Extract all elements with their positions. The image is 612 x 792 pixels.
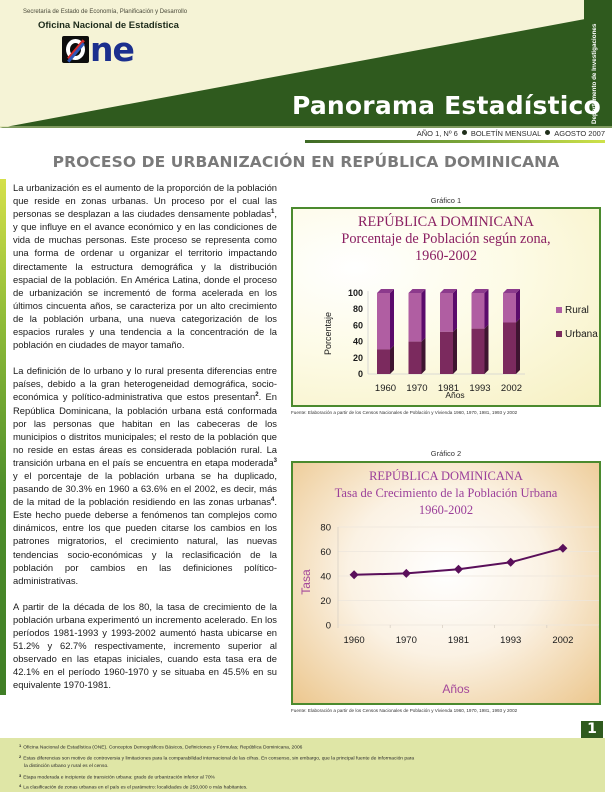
footnote-3: $^3$ Etapa moderada e incipiente de transición urbana: grado de urbanización inferior al 70% xyxy=(19,772,215,781)
svg-text:Rural: Rural xyxy=(565,305,589,316)
issue-date: AGOSTO 2007 xyxy=(554,129,605,138)
footnote-ref: 3 xyxy=(273,457,277,464)
svg-text:Años: Años xyxy=(445,390,465,400)
svg-text:40: 40 xyxy=(352,336,363,347)
logo-o-icon xyxy=(62,36,89,63)
svg-text:1960: 1960 xyxy=(374,383,397,394)
svg-text:40: 40 xyxy=(320,571,331,583)
left-accent-bar xyxy=(0,179,6,695)
svg-text:1960: 1960 xyxy=(343,635,365,646)
svg-text:1993: 1993 xyxy=(469,383,491,394)
svg-text:1981: 1981 xyxy=(447,635,470,646)
svg-text:Tasa: Tasa xyxy=(299,569,313,595)
svg-text:2002: 2002 xyxy=(500,383,523,394)
svg-text:20: 20 xyxy=(352,352,363,363)
svg-text:1993: 1993 xyxy=(500,635,522,646)
bullet-icon xyxy=(462,130,467,135)
svg-text:0: 0 xyxy=(357,369,363,379)
footnote-ref: 1 xyxy=(271,209,275,216)
svg-text:1970: 1970 xyxy=(406,383,428,394)
chart1-bar-chart xyxy=(291,207,601,407)
svg-text:Años: Años xyxy=(442,682,470,696)
issue-info xyxy=(300,129,605,138)
chart2-line-chart xyxy=(291,461,601,705)
logo-text: ne xyxy=(90,30,134,69)
svg-text:60: 60 xyxy=(352,320,363,331)
chart1-plot xyxy=(293,209,599,405)
article-title: PROCESO DE URBANIZACIÓN EN REPÚBLICA DOMINICANA xyxy=(52,153,560,171)
svg-text:20: 20 xyxy=(320,596,331,607)
issue-year-number: AÑO 1, Nº 6 xyxy=(416,129,458,138)
paragraph-2: La definición de lo urbano y lo rural presenta diferencias entre países, debido a la gran heterogeneidad demográfica, socio-económica y político-administrativa que estos presentan$^2$. En República Dominicana, la población urbana está conformada por las personas que habitan en las cabeceras de los municipios o distritos municipales; el resto de la población que no reside en estas áreas es considerada población rural. La transición urbana en el país se encuentra en etapa moderada$^3$ y el porcentaje de la población urbana se ha duplicado, pasando de 30.3% en 1960 a 63.6% en el 2002, es decir, más de la mitad de la población residiendo en las zonas urbanas$^4$. Este hecho puede deberse a fenómenos tan complejos como dinámicos, entre los que pueden citarse los cambios en los patrones migratorios, el crecimiento natural, las nuevas tendencias socio-económicas y la reclasificación de la población por cambios en las definiciones político-administrativas. xyxy=(13,365,277,586)
chart2-plot xyxy=(293,463,599,703)
chart1-caption: Gráfico 1 xyxy=(430,196,462,205)
chart2-source: Fuente: Elaboración a partir de los Censos Nacionales de Población y Vivienda 1960, 1970, 1981, 1993 y 2002 xyxy=(291,708,518,713)
footnotes xyxy=(0,738,605,792)
footnote-2-continuation: la distinción urbano y rural es el censo. xyxy=(24,764,109,770)
ministry-name: Secretaría de Estado de Economía, Planificación y Desarrollo xyxy=(23,9,188,15)
footnote-ref: 4 xyxy=(271,497,275,504)
one-logo xyxy=(62,30,134,69)
article-body xyxy=(13,181,277,704)
chart2-title: REPÚBLICA DOMINICANA Tasa de Crecimiento de la Población Urbana 1960-2002 xyxy=(334,469,558,517)
paragraph-1: La urbanización es el aumento de la proporción de la población que reside en zonas urbanas. Un proceso por el cual las personas se desplazan a las ciudades densamente pobladas$^1$, y que influye en el avance económico y en las condiciones de vida de muchas personas. Este proceso se representa como una forma de ordenar u organizar el territorio impactando directamente la estructura demográfica y la distribución espacial de la población. En América Latina, donde el proceso de urbanización se incrementó de forma acelerada en los últimos cincuenta años, se caracteriza por un alto crecimiento de la población urbana, una nueva categorización de los espacios rurales y una tendencia a la concentración de la población en ciudades de mayor tamaño. xyxy=(13,182,277,351)
svg-text:100: 100 xyxy=(347,288,363,298)
footnote-1: $^1$ Oficina Nacional de Estadística (ONE). Conceptos Demográficos Básicos, Definiciones y Fórmulas; República Dominicana, 2006 xyxy=(19,743,303,751)
footnote-ref: 2 xyxy=(255,392,259,399)
svg-text:Porcentaje: Porcentaje xyxy=(323,311,333,356)
footnote-2: $^2$ Estas diferencias son motivo de controversia y limitaciones para la comparabilidad internacional de las cifras. En consenso, sin embargo, que la principal fuente de información para xyxy=(19,753,415,762)
svg-text:Urbana: Urbana xyxy=(565,329,598,340)
chart1-title: REPÚBLICA DOMINICANA Porcentaje de Población según zona, 1960-2002 xyxy=(341,214,551,265)
department-label: Departamento de Investigaciones xyxy=(591,23,598,124)
svg-text:0: 0 xyxy=(325,620,331,632)
header-rule xyxy=(305,140,605,143)
svg-text:1981: 1981 xyxy=(437,383,460,394)
footnote-4: $^4$ La clasificación de zonas urbanas en el país es el parámetro: localidades de 250,000 o más habitantes. xyxy=(19,783,248,791)
publication-title: Panorama Estadístico xyxy=(292,91,601,120)
page-number: 1 xyxy=(581,721,603,738)
svg-text:1970: 1970 xyxy=(395,635,417,646)
svg-text:60: 60 xyxy=(320,547,331,558)
svg-text:80: 80 xyxy=(320,522,331,534)
svg-text:80: 80 xyxy=(352,304,363,315)
issue-type: BOLETÍN MENSUAL xyxy=(470,129,542,138)
masthead xyxy=(0,0,612,128)
svg-text:2002: 2002 xyxy=(552,635,574,646)
office-name: Oficina Nacional de Estadística xyxy=(38,20,179,31)
chart1-source: Fuente: Elaboración a partir de los Censos Nacionales de Población y Vivienda 1960, 1970, 1981, 1993 y 2002 xyxy=(291,410,518,415)
chart2-caption: Gráfico 2 xyxy=(430,449,462,458)
paragraph-3: A partir de la década de los 80, la tasa de crecimiento de la población urbana experimentó un incremento acelerado. En los períodos 1981-1993 y 1993-2002 aumentó hasta ubicarse en 51.2% y 62.7% respectivamente, incremento superior al observado en las etapas iniciales, cuando esta tasa era de 42.1% en el período 1960-1970 y se situaba en 45.5% en su equivalente 1970-1981. xyxy=(13,600,277,691)
bullet-icon xyxy=(545,130,550,135)
